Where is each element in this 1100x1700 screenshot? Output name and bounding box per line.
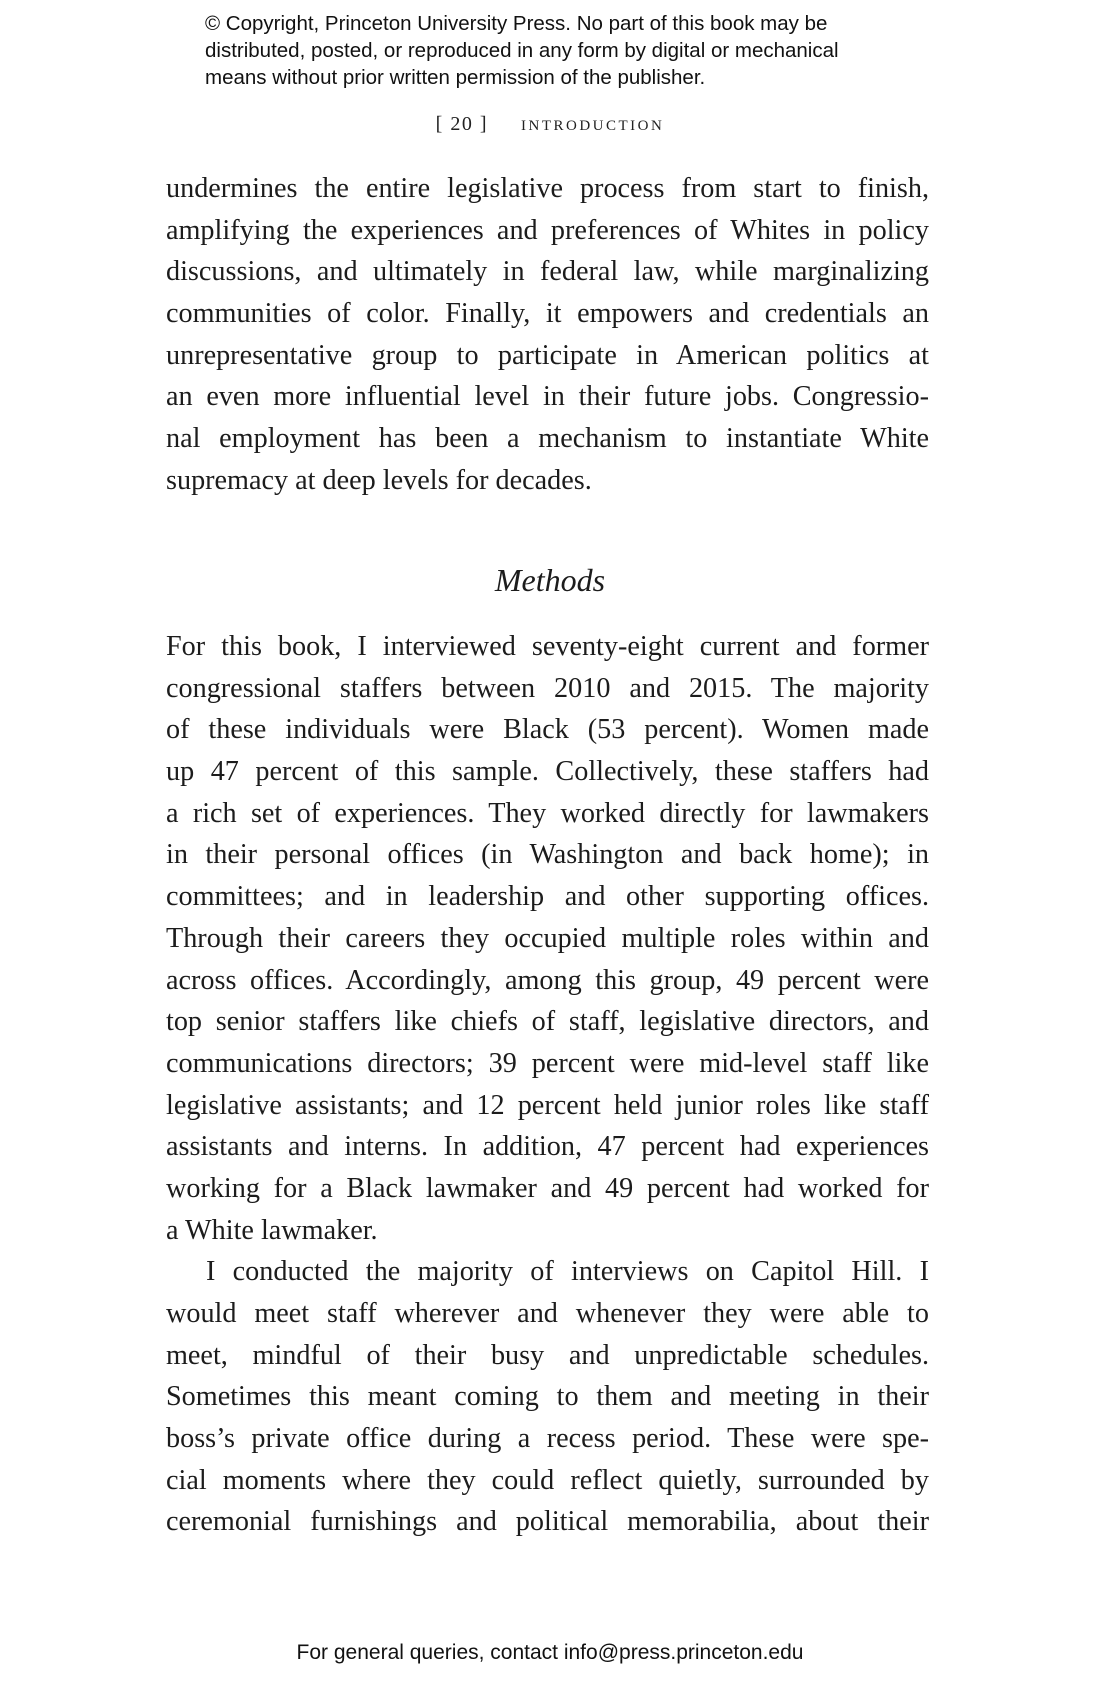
running-title: introduction — [521, 110, 665, 135]
copyright-line: © Copyright, Princeton University Press. No part of this book may be — [205, 12, 828, 35]
copyright-notice — [205, 10, 965, 91]
text-line: Sometimes this meant coming to them and meeting in their — [166, 1381, 929, 1413]
text-line: ceremonial furnishings and political memorabilia, about their — [166, 1506, 929, 1538]
text-line: cial moments where they could reflect quietly, surrounded by — [166, 1464, 929, 1496]
text-line: I conducted the majority of interviews on Capitol Hill. I — [206, 1256, 929, 1288]
copyright-line: distributed, posted, or reproduced in any form by digital or mechanical — [205, 39, 839, 62]
text-line: working for a Black lawmaker and 49 percent had worked for — [166, 1172, 929, 1204]
text-line: assistants and interns. In addition, 47 percent had experiences — [166, 1131, 929, 1163]
body-paragraphs — [166, 626, 929, 1543]
text-line: For this book, I interviewed seventy-eight current and former — [166, 631, 929, 662]
copyright-line: means without prior written permission of the publisher. — [205, 66, 706, 89]
text-line: communities of color. Finally, it empowers and credentials an — [166, 298, 929, 330]
text-line: committees; and in leadership and other supporting offices. — [166, 881, 929, 913]
text-line: amplifying the experiences and preferences of Whites in policy — [166, 214, 929, 246]
text-line: an even more influential level in their future jobs. Congressio- — [166, 381, 929, 413]
text-line: discussions, and ultimately in federal law, while marginalizing — [166, 256, 929, 288]
section-heading: Methods — [494, 562, 606, 598]
footer-contact: For general queries, contact info@press.princeton.edu — [296, 1641, 804, 1664]
text-line: up 47 percent of this sample. Collectively, these staffers had — [166, 756, 929, 788]
text-line: legislative assistants; and 12 percent held junior roles like staff — [166, 1089, 929, 1121]
text-line: in their personal offices (in Washington and back home); in — [166, 839, 929, 871]
text-line: supremacy at deep levels for decades. — [166, 464, 592, 496]
text-line: top senior staffers like chiefs of staff, legislative directors, and — [166, 1006, 929, 1038]
text-line: congressional staffers between 2010 and 2015. The majority — [166, 672, 929, 704]
text-line: of these individuals were Black (53 percent). Women made — [166, 714, 929, 746]
text-line: undermines the entire legislative process from start to finish, — [166, 173, 929, 204]
body-paragraph — [166, 168, 929, 502]
text-line: boss’s private office during a recess period. These were spe- — [166, 1423, 929, 1455]
page-number: [ 20 ] — [435, 113, 488, 135]
running-head — [0, 110, 1100, 136]
text-line: unrepresentative group to participate in American politics at — [166, 339, 929, 371]
text-line: meet, mindful of their busy and unpredictable schedules. — [166, 1339, 929, 1371]
text-line: would meet staff wherever and whenever they were able to — [166, 1298, 929, 1329]
text-line: Through their careers they occupied multiple roles within and — [166, 922, 929, 954]
text-line: a White lawmaker. — [166, 1214, 378, 1246]
text-line: across offices. Accordingly, among this group, 49 percent were — [166, 964, 929, 996]
text-line: nal employment has been a mechanism to instantiate White — [166, 423, 929, 455]
text-line: a rich set of experiences. They worked directly for lawmakers — [166, 797, 929, 829]
text-line: communications directors; 39 percent were mid-level staff like — [166, 1047, 929, 1079]
